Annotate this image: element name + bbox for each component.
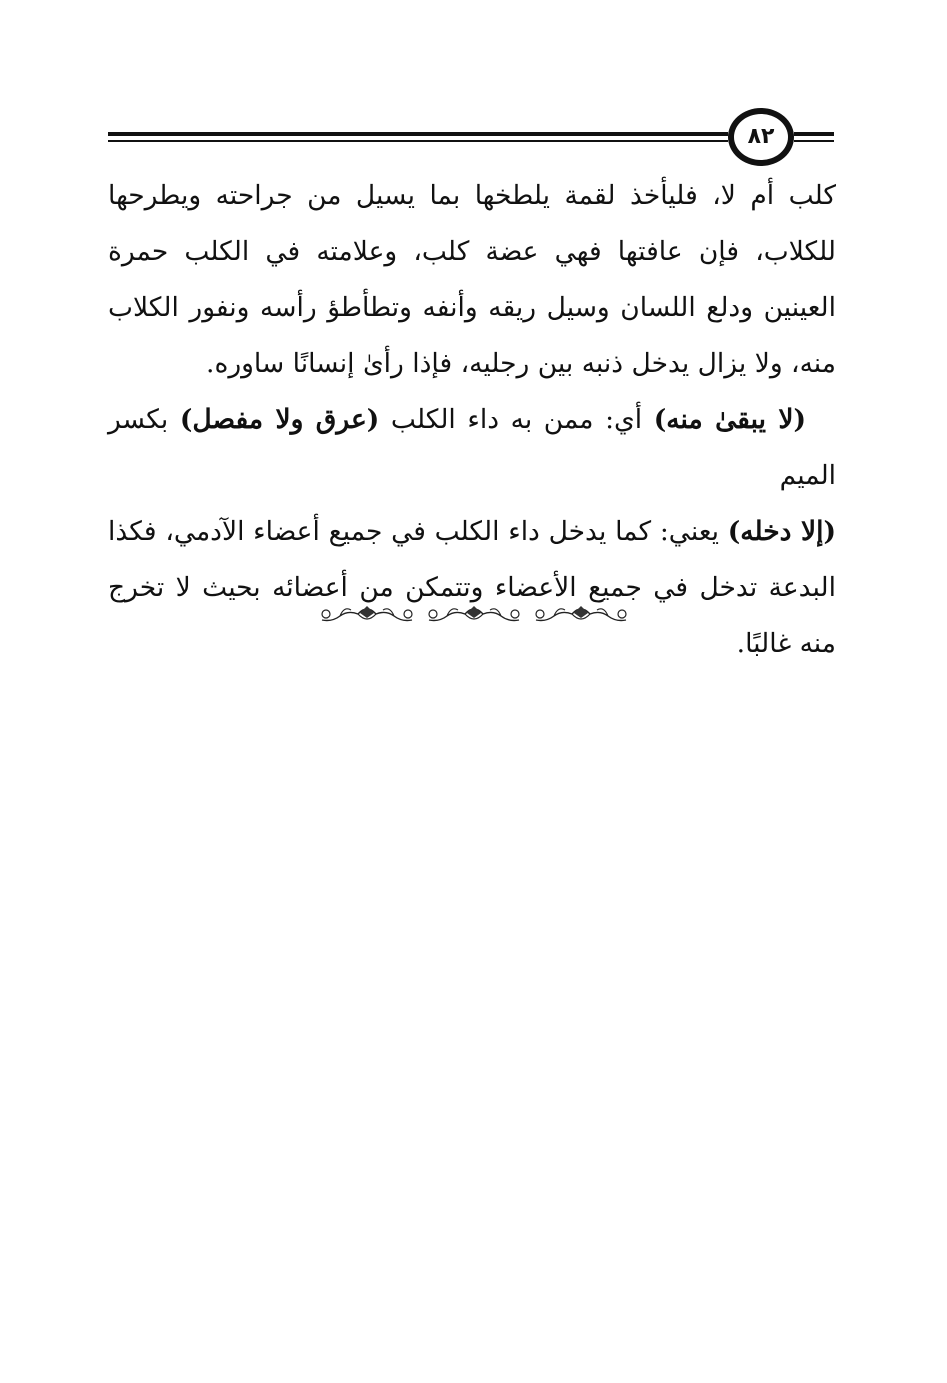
commentary-text-3: يعني: كما يدخل داء الكلب في جميع أعضاء الآدمي، فكذا البدعة تدخل في جميع الأعضاء وتتمكن من أعضائه بحيث لا تخرج منه غالبًا. bbox=[108, 516, 836, 659]
header-rule-tail bbox=[794, 132, 834, 144]
section-divider bbox=[318, 598, 630, 628]
floral-divider-icon bbox=[318, 598, 416, 628]
floral-divider-icon bbox=[532, 598, 630, 628]
commentary-text-1: أي: ممن به داء الكلب bbox=[379, 404, 654, 435]
page-number: ٨٢ bbox=[747, 124, 775, 149]
quoted-phrase-1: (لا يبقىٰ منه) bbox=[653, 404, 806, 435]
paragraph-2 bbox=[108, 392, 836, 672]
page-header bbox=[108, 108, 836, 168]
body-text bbox=[108, 168, 836, 672]
header-rule bbox=[108, 132, 728, 144]
floral-divider-icon bbox=[425, 598, 523, 628]
page-number-badge bbox=[728, 108, 794, 166]
quoted-phrase-3: (إلا دخله) bbox=[727, 516, 836, 547]
commentary-text-2: بكسر الميم bbox=[108, 404, 836, 491]
paragraph-1: كلب أم لا، فليأخذ لقمة يلطخها بما يسيل من جراحته ويطرحها للكلاب، فإن عافتها فهي عضة كلب، وعلامته في الكلب حمرة العينين ودلع اللسان وسيل ريقه وأنفه وتطأطؤ رأسه ونفور الكلاب منه، ولا يزال يدخل ذنبه بين رجليه، فإذا رأىٰ إنسانًا ساوره. bbox=[108, 180, 836, 379]
quoted-phrase-2: (عرق ولا مفصل) bbox=[179, 404, 380, 435]
